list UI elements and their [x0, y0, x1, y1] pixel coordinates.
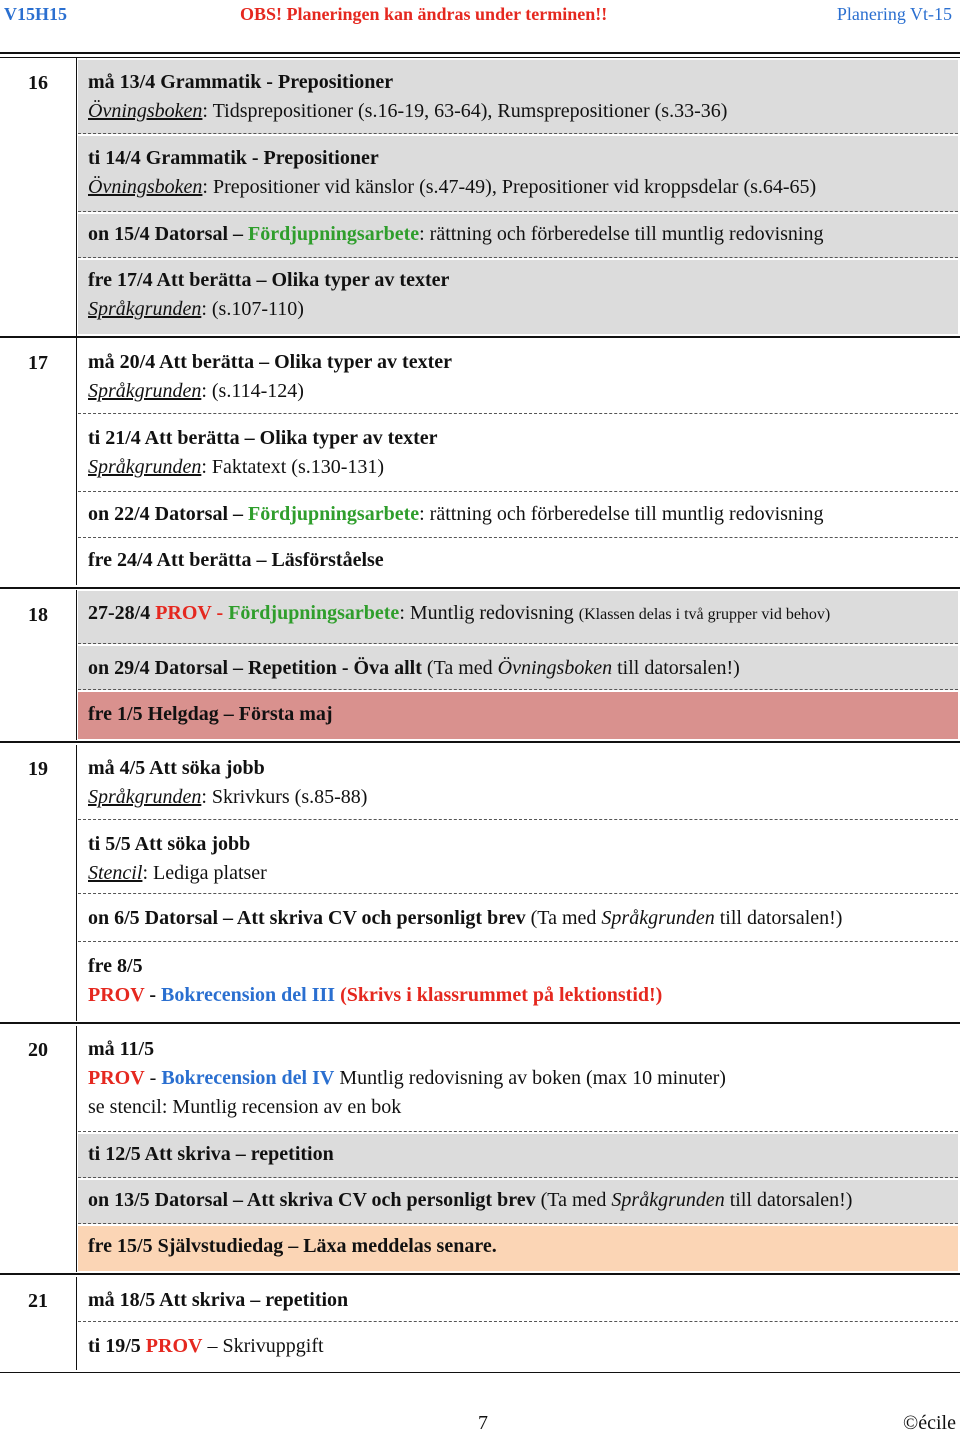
day-entry [78, 340, 958, 414]
book-name: Språkgrunden [88, 786, 202, 808]
study-day-entry [78, 1226, 958, 1271]
review-label: Bokrecension del III [160, 984, 336, 1006]
entry-text: - [144, 984, 161, 1006]
entry-note: (Skrivs i klassrummet på lektionstid!) [335, 984, 663, 1006]
entry-title: on 29/4 Datorsal – Repetition - Öva allt [88, 657, 422, 679]
book-name: Stencil [88, 862, 143, 884]
entry-text: – Skrivuppgift [202, 1335, 324, 1357]
project-label: Fördjupningsarbete [248, 223, 420, 245]
book-name: Språkgrunden [88, 298, 202, 320]
week-number: 20 [28, 1039, 48, 1061]
header-plan-title: Planering Vt-15 [836, 4, 952, 24]
entry-text: : (s.114-124) [201, 380, 304, 402]
day-entry [78, 214, 958, 258]
author-signature: ©écile [903, 1412, 956, 1434]
book-name: Språkgrunden [601, 907, 715, 929]
entry-title: fre 17/4 Att berätta – Olika typer av texter [88, 269, 450, 291]
entry-title: må 11/5 [88, 1038, 155, 1060]
entry-title: ti 5/5 Att söka jobb [88, 833, 251, 855]
day-entry [78, 60, 958, 134]
week-divider [76, 58, 77, 585]
day-entry [78, 494, 958, 538]
entry-title: on 22/4 Datorsal – [88, 503, 248, 525]
entry-text: se stencil: Muntlig recension av en bok [88, 1096, 402, 1118]
book-name: Övningsboken [88, 176, 203, 198]
entry-note: (Klassen delas i två grupper vid behov) [578, 606, 831, 623]
week-rule [0, 1273, 960, 1275]
entry-text: : rättning och förberedelse till muntlig redovisning [419, 223, 824, 245]
entry-title: on 6/5 Datorsal – Att skriva CV och personligt brev [88, 907, 526, 929]
entry-text: : rättning och förberedelse till muntlig redovisning [419, 503, 824, 525]
entry-title: må 20/4 Att berätta – Olika typer av texter [88, 351, 452, 373]
day-entry [78, 646, 958, 690]
day-entry [78, 1134, 958, 1178]
week-number: 18 [28, 604, 48, 626]
entry-text: Muntlig redovisning av boken (max 10 minuter) [334, 1067, 726, 1089]
week-divider [76, 745, 77, 1021]
week-number: 21 [28, 1290, 48, 1312]
entry-title: fre 1/5 Helgdag – Första maj [88, 703, 333, 725]
book-name: Övningsboken [88, 100, 203, 122]
week-number: 17 [28, 352, 48, 374]
entry-text: (Ta med [525, 907, 602, 929]
book-name: Språkgrunden [88, 456, 202, 478]
page-number: 7 [478, 1412, 488, 1434]
entry-text: (Ta med [535, 1189, 612, 1211]
week-divider [76, 1026, 77, 1272]
day-entry [78, 540, 958, 584]
week-divider [76, 590, 77, 740]
entry-title: 27-28/4 [88, 602, 156, 624]
entry-title: on 15/4 Datorsal – [88, 223, 248, 245]
week-rule [0, 741, 960, 743]
week-rule [0, 587, 960, 589]
header-course-code: V15H15 [4, 4, 67, 24]
day-entry [78, 896, 958, 942]
day-entry [78, 416, 958, 492]
day-entry [78, 260, 958, 334]
day-entry [78, 1180, 958, 1224]
entry-title: ti 14/4 Grammatik - Prepositioner [88, 147, 379, 169]
book-name: Språkgrunden [88, 380, 202, 402]
project-label: Fördjupningsarbete [228, 602, 400, 624]
entry-title: må 18/5 Att skriva – repetition [88, 1289, 349, 1311]
entry-title: ti 21/4 Att berätta – Olika typer av texter [88, 427, 438, 449]
entry-title: fre 24/4 Att berätta – Läsförståelse [88, 549, 384, 571]
exam-label: PROV [88, 984, 145, 1006]
entry-text: till datorsalen!) [714, 907, 843, 929]
exam-label: PROV - [155, 602, 229, 624]
entry-title: ti 19/5 [88, 1335, 146, 1357]
entry-title: fre 15/5 Självstudiedag – Läxa meddelas senare. [88, 1235, 497, 1257]
day-entry [78, 1324, 958, 1370]
day-entry [78, 591, 958, 644]
entry-title: må 13/4 Grammatik - Prepositioner [88, 71, 394, 93]
entry-text: till datorsalen!) [612, 657, 740, 679]
day-entry [78, 822, 958, 894]
entry-text: till datorsalen!) [724, 1189, 853, 1211]
entry-title: ti 12/5 Att skriva – repetition [88, 1143, 334, 1165]
header-notice: OBS! Planeringen kan ändras under terminen!! [240, 4, 608, 24]
week-rule [0, 1022, 960, 1024]
book-name: Övningsboken [497, 657, 613, 679]
entry-text: (Ta med [421, 657, 498, 679]
entry-title: må 4/5 Att söka jobb [88, 757, 265, 779]
entry-text: : Faktatext (s.130-131) [201, 456, 385, 478]
entry-title: fre 8/5 [88, 955, 143, 977]
entry-text: : Muntlig redovisning [399, 602, 579, 624]
week-divider [76, 1277, 77, 1370]
project-label: Fördjupningsarbete [248, 503, 420, 525]
book-name: Språkgrunden [611, 1189, 725, 1211]
entry-text: : Prepositioner vid känslor (s.47-49), Prepositioner vid kroppsdelar (s.64-65) [202, 176, 817, 198]
exam-label: PROV [145, 1335, 203, 1357]
entry-text: : Skrivkurs (s.85-88) [201, 786, 368, 808]
day-entry [78, 136, 958, 212]
entry-title: on 13/5 Datorsal – Att skriva CV och personligt brev [88, 1189, 536, 1211]
entry-text: : Lediga platser [142, 862, 267, 884]
week-number: 19 [28, 758, 48, 780]
day-entry [78, 1278, 958, 1322]
bottom-rule [0, 1372, 960, 1373]
entry-text: : (s.107-110) [201, 298, 304, 320]
entry-text: - [144, 1067, 162, 1089]
exam-label: PROV [88, 1067, 145, 1089]
day-entry [78, 746, 958, 820]
week-number: 16 [28, 72, 48, 94]
holiday-entry [78, 692, 958, 739]
review-label: Bokrecension del IV [161, 1067, 335, 1089]
day-entry [78, 1027, 958, 1132]
day-entry [78, 944, 958, 1020]
entry-text: : Tidsprepositioner (s.16-19, 63-64), Rumsprepositioner (s.33-36) [202, 100, 728, 122]
top-rule [0, 52, 960, 58]
week-rule [0, 336, 960, 338]
